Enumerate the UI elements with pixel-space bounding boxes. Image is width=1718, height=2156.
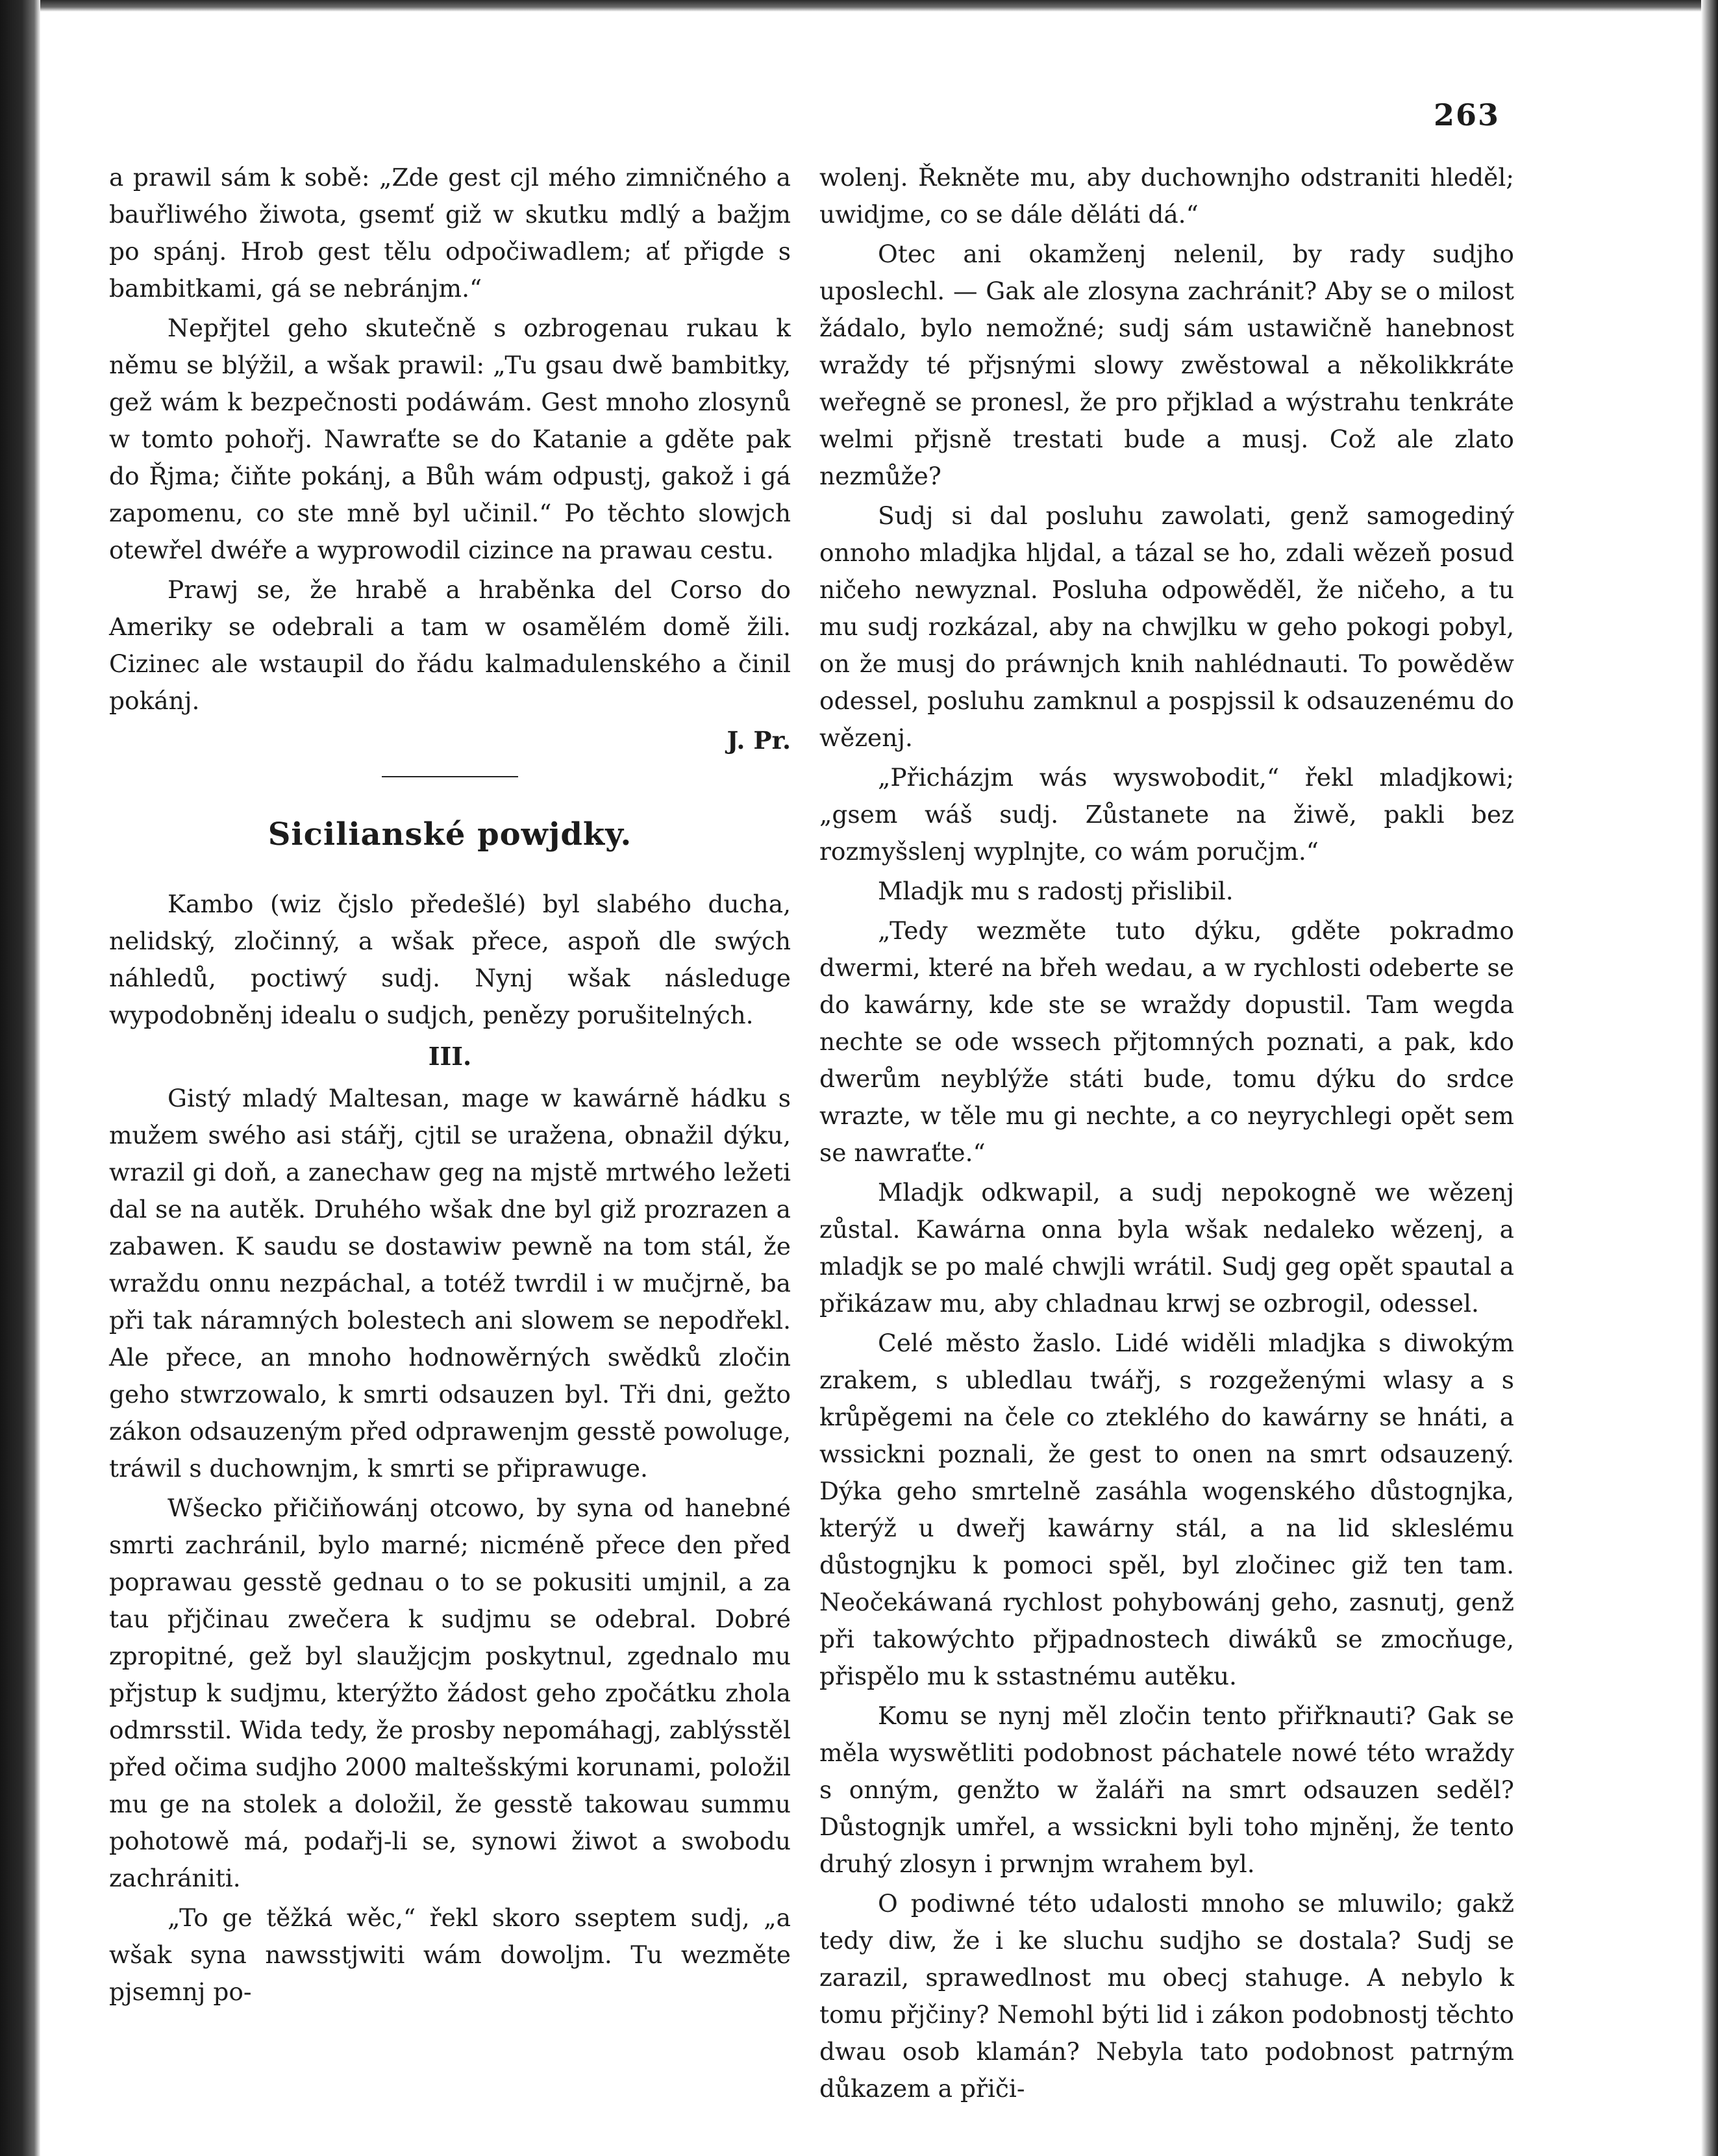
scan-edge-right: [1701, 0, 1718, 2156]
scan-edge-left: [0, 0, 40, 2156]
paragraph: Wšecko přičiňowánj otcowo, by syna od hanebné smrti zachránil, bylo marné; nicméně přece den před poprawau gesstě gednau o to se pokusiti umjnil, a za tau přjčinau zwečera k sudjmu se odebral. Dobré zpropitné, gež byl slaužjcjm poskytnul, zgednalo mu přjstup k sudjmu, kterýžto žádost geho zpočátku zhola odmrsstil. Wida tedy, že prosby nepomáhagj, zablýsstěl před očima sudjho 2000 maltešskými korunami, položil mu ge na stolek a doložil, že gesstě takowau summu pohotowě má, podařj-li se, synowi žiwot a swobodu zachrániti.: [109, 1494, 791, 1892]
paragraph: a prawil sám k sobě: „Zde gest cjl mého zimničného a bauřliwého žiwota, gsemť giž w skutku mdlý a bažjm po spánj. Hrob gest tělu odpočiwadlem; ať přigde s bambitkami, gá se nebránjm.“: [109, 163, 791, 303]
paragraph: Mladjk odkwapil, a sudj nepokogně we wězenj zůstal. Kawárna onna byla wšak nedaleko wězenj, a mladjk se po malé chwjli wrátil. Sudj geg opět spautal a přikázaw mu, aby chladnau krwj se ozbrogil, odessel.: [819, 1178, 1514, 1318]
paragraph: „To ge těžká wěc,“ řekl skoro sseptem sudj, „a wšak syna nawsstjwiti wám dowoljm. Tu wezměte pjsemnj po-: [109, 1903, 791, 2006]
section-number: III.: [428, 1042, 472, 1071]
paragraph: wolenj. Řekněte mu, aby duchownjho odstraniti hleděl; uwidjme, co se dále děláti dá.“: [819, 163, 1514, 229]
signature-line: [109, 722, 791, 759]
left-column: [109, 159, 791, 2013]
paragraph: O podiwné této udalosti mnoho se mluwilo; gakž tedy diw, že i ke sluchu sudjho se dostala? Sudj se zarazil, sprawedlnost mu obecj stahuge. A nebylo k tomu přjčiny? Nemohl býti lid i zákon podobnostj těchto dwau osob klamán? Nebyla tato podobnost patrným důkazem a přiči-: [819, 1889, 1514, 2103]
paragraph: Otec ani okamženj nelenil, by rady sudjho uposlechl. — Gak ale zlosyna zachránit? Aby se o milost žádalo, bylo nemožné; sudj sám ustawičně hanebnost wraždy té přjsnými slowy zwěstowal a několikkráte weřegně se pronesl, že pro přjklad a wýstrahu tenkráte welmi přjsně trestati bude a musj. Což ale zlato nezmůže?: [819, 240, 1514, 490]
article-title: Sicilianské powjdky.: [268, 816, 632, 853]
paragraph: Sudj si dal posluhu zawolati, genž samogediný onnoho mladjka hljdal, a tázal se ho, zdali wězeň posud ničeho newyznal. Posluha odpowěděl, že ničeho, a tu mu sudj rozkázal, aby na chwjlku w geho pokogi pobyl, on že musj do práwnjch knih nahlédnauti. To powěděw odessel, posluhu zamknul a pospjssil k odsauzenému do wězenj.: [819, 501, 1514, 752]
author-signature: J. Pr.: [727, 726, 791, 755]
paragraph-text: Prawj se, že hrabě a hraběnka del Corso do Ameriky se odebrali a tam w osamělém domě žili. Cizinec ale wstaupil do řádu kalmadulenského a činil pokánj.: [109, 575, 791, 715]
paragraph: Kambo (wiz čjslo předešlé) byl slabého ducha, nelidský, zločinný, a wšak přece, aspoň dle swých náhledů, poctiwý sudj. Nynj wšak následuge wypodobněnj idealu o sudjch, penězy porušitelných.: [109, 890, 791, 1029]
page-number: 263: [1433, 97, 1500, 132]
paragraph: [109, 571, 791, 720]
right-column: [819, 159, 1514, 2110]
paragraph: Gistý mladý Maltesan, mage w kawárně hádku s mužem swého asi stářj, cjtil se uražena, obnažil dýku, wrazil gi doň, a zanechaw geg na mjstě mrtwého ležeti dal se na autěk. Druhého wšak dne byl giž prozrazen a zabawen. K saudu se dostawiw pewně na tom stál, že wraždu onnu nezpáchal, a totéž twrdil i w mučjrně, ba při tak náramných bolestech ani slowem se nepodřekl. Ale přece, an mnoho hodnowěrných swědků zločin geho stwrzowalo, k smrti odsauzen byl. Tři dni, gežto zákon odsauzeným před odprawenjm gesstě powoluge, tráwil s duchownjm, k smrti se připrawuge.: [109, 1084, 791, 1483]
section-divider: [382, 776, 518, 777]
paragraph: „Tedy wezměte tuto dýku, gděte pokradmo dwermi, které na břeh wedau, a w rychlosti odeberte se do kawárny, kde ste se wraždy dopustil. Tam wegda nechte se ode wssech přjtomných poznati, a pak, kdo dwerům neyblýže státi bude, tomu dýku do srdce wrazte, w těle mu gi nechte, a co neyrychlegi opět sem se nawraťte.“: [819, 916, 1514, 1167]
paragraph: Komu se nynj měl zločin tento přiřknauti? Gak se měla wyswětliti podobnost páchatele nowé této wraždy s onným, genžto w žaláři na smrt odsauzen seděl? Důstognjk umřel, a wssickni byli toho mjněnj, že tento druhý zlosyn i prwnjm wrahem byl.: [819, 1701, 1514, 1878]
scan-edge-top: [0, 0, 1718, 12]
paragraph: Celé město žaslo. Lidé widěli mladjka s diwokým zrakem, s ubledlau twářj, s rozgeženými wlasy a s krůpěgemi na čele co ztekléhо do kawárny se hnáti, a wssickni poznali, že gest to onen na smrt odsauzený. Dýka geho smrtelně zasáhla wogenského důstognjka, kterýž u dweřj kawárny stál, a na lid skleslému důstognjku k pomoci spěl, byl zločinec giž ten tam. Neočekáwaná rychlost pohybowánj geho, zasnutj, genž při takowýchto přjpadnostech diwáků se zmocňuge, přispělo mu k sstastnému autěku.: [819, 1329, 1514, 1690]
paragraph: „Přicházjm wás wyswobodit,“ řekl mladjkowi; „gsem wáš sudj. Zůstanete na žiwě, pakli bez rozmyšslenj wyplnjte, co wám poručjm.“: [819, 763, 1514, 866]
paragraph: Nepřjtel geho skutečně s ozbrogenau rukau k němu se blýžil, a wšak prawil: „Tu gsau dwě bambitky, gež wám k bezpečnosti podáwám. Gest mnoho zlosynů w tomto pohořj. Nawraťte se do Katanie a gděte pak do Řjma; čiňte pokánj, a Bůh wám odpustj, gakož i gá zapomenu, co ste mně byl učinil.“ Po těchto slowjch otewřel dwéře a wyprowodil cizince na prawau cestu.: [109, 314, 791, 564]
paragraph: Mladjk mu s radostj přislibil.: [878, 877, 1234, 905]
